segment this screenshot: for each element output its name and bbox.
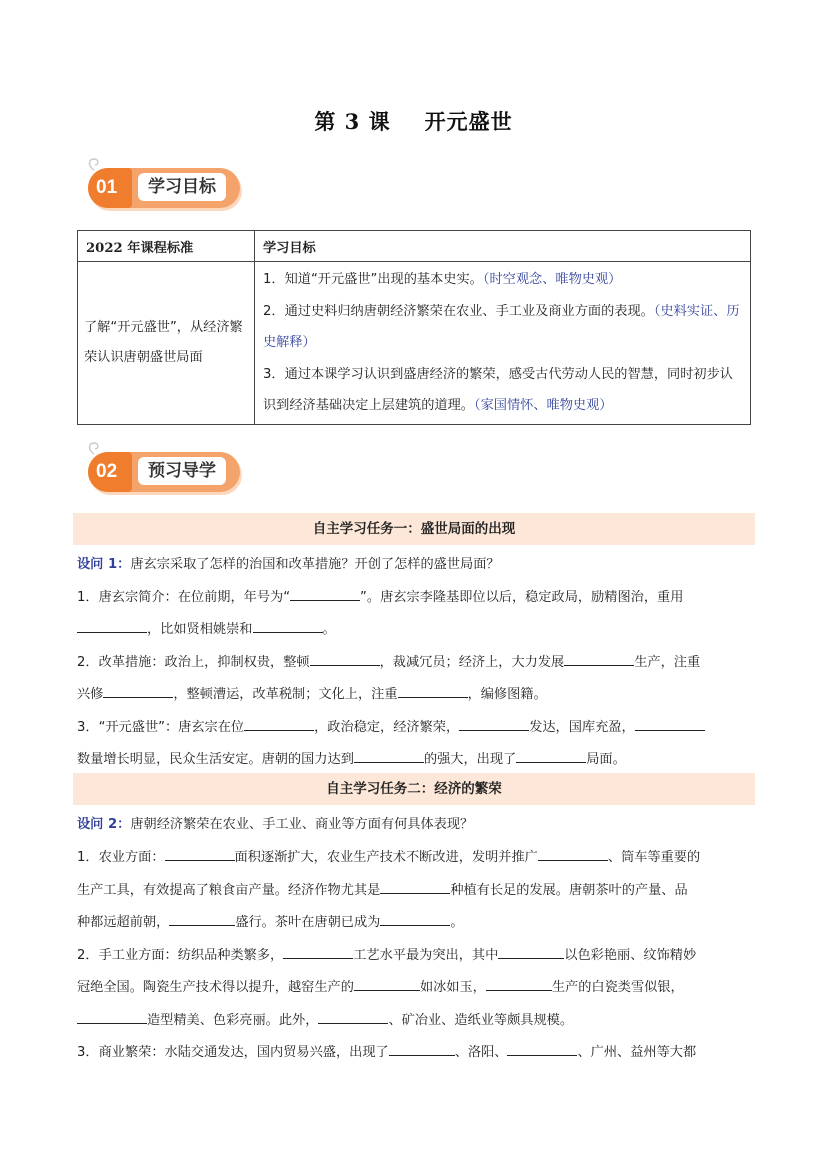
- task2-line: 1．农业方面： 面积逐渐扩大，农业生产技术不断改进，发明并推广 、筒车等重要的: [77, 846, 757, 865]
- section-label: 预习导学: [138, 457, 226, 485]
- task1-line: 2．改革措施：政治上，抑制权贵，整顿 ，裁减冗员；经济上，大力发展 生产，注重: [77, 651, 757, 670]
- task2-line: 造型精美、色彩亮丽。此外， 、矿冶业、造纸业等颇具规模。: [77, 1009, 757, 1028]
- answer-blank[interactable]: [380, 911, 450, 926]
- question-label: 设问 2：: [77, 817, 131, 832]
- answer-blank[interactable]: [77, 1009, 147, 1024]
- task1-line: ，比如贤相姚崇和 。: [77, 618, 757, 637]
- task1-line: 3．“开元盛世”：唐玄宗在位 ，政治稳定，经济繁荣， 发达，国库充盈，: [77, 716, 757, 735]
- standard-text: 了解“开元盛世”，从经济繁荣认识唐朝盛世局面: [78, 262, 255, 425]
- answer-blank[interactable]: [498, 944, 564, 959]
- answer-blank[interactable]: [459, 716, 529, 731]
- answer-blank[interactable]: [310, 651, 380, 666]
- task2-question: 设问 2：唐朝经济繁荣在农业、手工业、商业等方面有何具体表现？: [77, 817, 474, 832]
- task1-line: 1．唐玄宗简介：在位前期，年号为“ ”。唐玄宗李隆基即位以后，稳定政局，励精图治，重用: [77, 586, 757, 605]
- goal-item: 2．通过史料归纳唐朝经济繁荣在农业、手工业及商业方面的表现。（史料实证、历史解释）: [263, 303, 740, 350]
- answer-blank[interactable]: [290, 586, 360, 601]
- task2-line: 3．商业繁荣：水陆交通发达，国内贸易兴盛，出现了 、洛阳、 、广州、益州等大都: [77, 1041, 757, 1060]
- section-number: 02: [96, 461, 118, 482]
- section-badge-preview: [84, 440, 244, 500]
- lesson-number: 第 3 课: [314, 109, 391, 134]
- lesson-name: 开元盛世: [424, 109, 513, 134]
- task2-line: 生产工具，有效提高了粮食亩产量。经济作物尤其是 种植有长足的发展。唐朝茶叶的产量、品: [77, 879, 757, 898]
- answer-blank[interactable]: [77, 618, 147, 633]
- task2-line: 种都远超前朝， 盛行。茶叶在唐朝已成为 。: [77, 911, 757, 930]
- goals-cell: [255, 262, 751, 425]
- answer-blank[interactable]: [635, 716, 705, 731]
- section-label: 学习目标: [138, 173, 226, 201]
- answer-blank[interactable]: [103, 683, 173, 698]
- task1-question: 设问 1：唐玄宗采取了怎样的治国和改革措施？开创了怎样的盛世局面？: [77, 557, 500, 572]
- objectives-table: [77, 230, 751, 425]
- page-title: [0, 106, 827, 136]
- task1-line: 数量增长明显，民众生活安定。唐朝的国力达到 的强大，出现了 局面。: [77, 748, 757, 767]
- answer-blank[interactable]: [486, 976, 552, 991]
- answer-blank[interactable]: [318, 1009, 388, 1024]
- section-number: 01: [96, 177, 118, 198]
- goal-item: 3．通过本课学习认识到盛唐经济的繁荣，感受古代劳动人民的智慧，同时初步认识到经济基础决定上层建筑的道理。（家国情怀、唯物史观）: [263, 366, 733, 413]
- section-badge-objectives: [84, 156, 244, 216]
- task1-line: 兴修 ，整顿漕运，改革税制；文化上，注重 ，编修图籍。: [77, 683, 757, 702]
- task2-header: 自主学习任务二：经济的繁荣: [73, 773, 755, 805]
- question-label: 设问 1：: [77, 557, 131, 572]
- answer-blank[interactable]: [169, 911, 235, 926]
- goal-item: 1．知道“开元盛世”出现的基本史实。（时空观念、唯物史观）: [263, 272, 622, 287]
- answer-blank[interactable]: [244, 716, 314, 731]
- header-standard: 2022 年课程标准: [78, 231, 255, 262]
- task2-line: 冠绝全国。陶瓷生产技术得以提升，越窑生产的 如冰如玉， 生产的白瓷类雪似银，: [77, 976, 757, 995]
- answer-blank[interactable]: [507, 1041, 577, 1056]
- answer-blank[interactable]: [253, 618, 323, 633]
- answer-blank[interactable]: [516, 748, 586, 763]
- task2-line: 2．手工业方面：纺织品种类繁多， 工艺水平最为突出，其中 以色彩艳丽、纹饰精妙: [77, 944, 757, 963]
- answer-blank[interactable]: [283, 944, 353, 959]
- answer-blank[interactable]: [564, 651, 634, 666]
- answer-blank[interactable]: [354, 976, 420, 991]
- answer-blank[interactable]: [380, 879, 450, 894]
- answer-blank[interactable]: [165, 846, 235, 861]
- answer-blank[interactable]: [354, 748, 424, 763]
- answer-blank[interactable]: [398, 683, 468, 698]
- header-goals: 学习目标: [255, 231, 751, 262]
- task1-header: 自主学习任务一：盛世局面的出现: [73, 513, 755, 545]
- answer-blank[interactable]: [538, 846, 608, 861]
- answer-blank[interactable]: [389, 1041, 455, 1056]
